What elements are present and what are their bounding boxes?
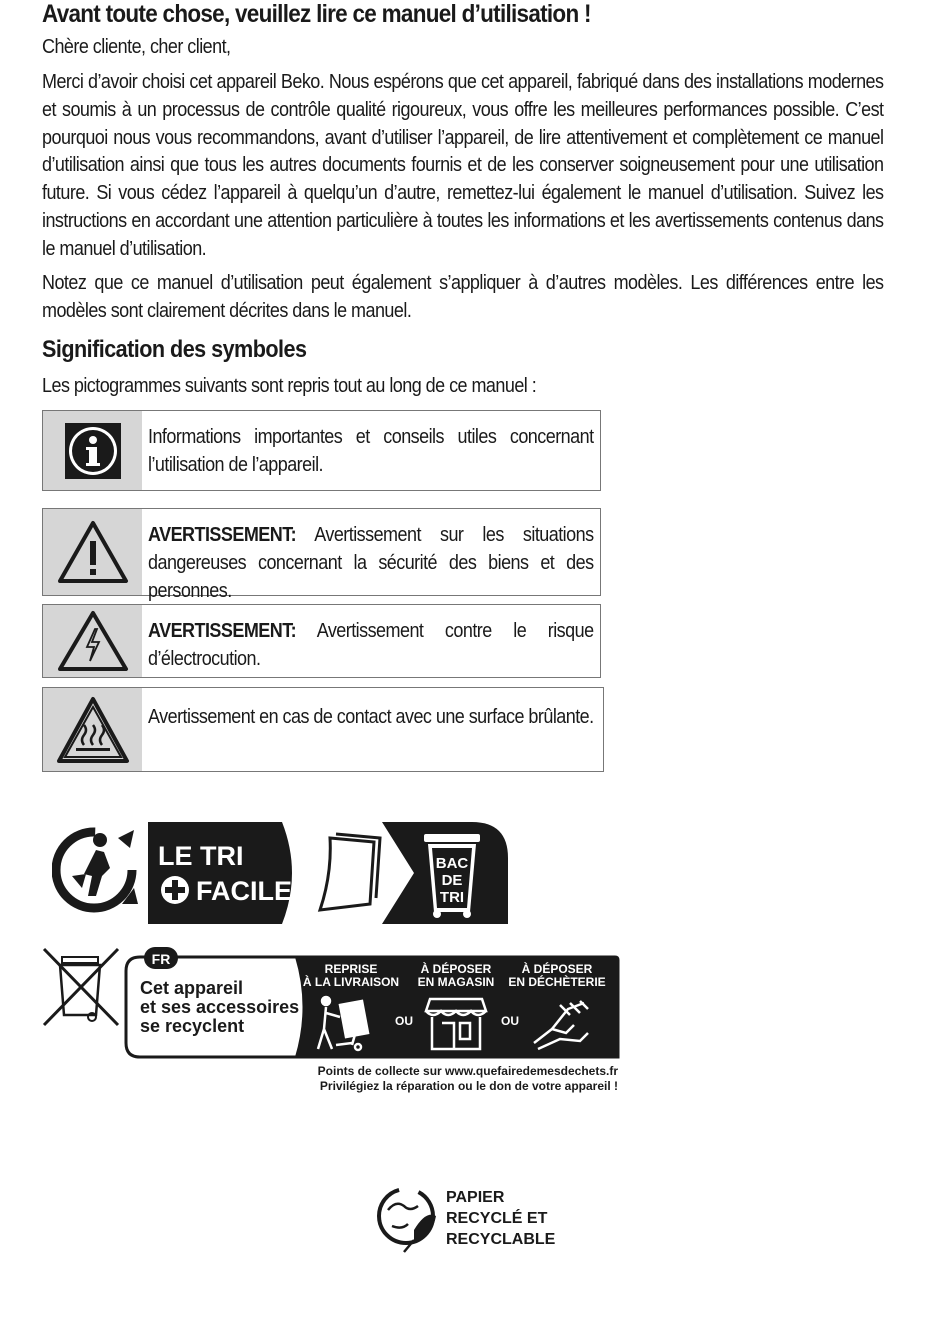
symbols-intro: Les pictogrammes suivants sont repris tout au long de ce manuel : — [42, 375, 537, 397]
symbol-warning-text: AVERTISSEMENT: Avertissement sur les situations dangereuses concernant la sécurité des biens et des personnes. — [148, 524, 594, 602]
note-paragraph: Notez que ce manuel d’utilisation peut également s’appliquer à d’autres modèles. Les différences entre les modèles sont clairement décrites dans le manuel. — [42, 272, 884, 322]
symbol-electric-text: AVERTISSEMENT: Avertissement contre le risque d’électrocution. — [148, 620, 594, 670]
recycle-title-2: et ses accessoires — [140, 997, 300, 1017]
symbol-hot-surface-text: Avertissement en cas de contact avec une surface brûlante. — [148, 706, 594, 728]
or-label-1: OU — [395, 1014, 413, 1028]
paper-recycled-logo — [374, 1180, 564, 1256]
warning-icon — [43, 509, 142, 595]
tri-line2: FACILE — [196, 876, 293, 906]
svg-text:BAC: BAC — [435, 855, 469, 872]
symbol-info-text: Informations importantes et conseils utiles concernant l’utilisation de l’appareil. — [148, 426, 594, 476]
crossed-bin-icon — [44, 949, 118, 1025]
svg-text:À DÉPOSER: À DÉPOSER — [420, 962, 492, 976]
tri-line1: LE TRI — [158, 841, 244, 871]
electric-warning-icon — [43, 605, 142, 677]
paper-line-1: PAPIER — [446, 1189, 505, 1206]
or-label-2: OU — [501, 1014, 519, 1028]
recycle-title-3: se recyclent — [140, 1016, 245, 1036]
intro-paragraph: Merci d’avoir choisi cet appareil Beko. Nous espérons que cet appareil, fabriqué dans des installations modernes et soumis à un processus de contrôle qualité rigoureux, vous offre les meilleures performances possible. C’est pourquoi nous vous recommandons, avant d’utiliser l’appareil, de lire attentivement et complètement ce manuel d’utilisation ainsi que tous les autres documents fournis et de les conserver soigneusement pour une utilisation future. Si vous cédez l’appareil à quelqu’un d’autre, remettez-lui également le manuel d’utilisation. Suivez les instructions en accordant une attention particulière à toutes les informations et les avertissements contenus dans le manuel d’utilisation. — [42, 71, 884, 260]
hot-surface-icon — [43, 688, 142, 771]
svg-text:DE: DE — [441, 872, 463, 889]
fr-badge: FR — [151, 951, 171, 967]
collection-points-text: Points de collecte sur www.quefairedemesdechets.fr — [317, 1064, 618, 1078]
symbol-row-electric — [42, 604, 601, 678]
symbol-row-info — [42, 410, 601, 491]
greeting: Chère cliente, cher client, — [42, 36, 231, 58]
info-icon — [43, 411, 142, 490]
svg-text:EN MAGASIN: EN MAGASIN — [417, 975, 495, 989]
svg-text:REPRISE: REPRISE — [324, 962, 378, 976]
globe-leaf-icon — [379, 1189, 436, 1252]
triman-logo — [52, 818, 512, 928]
svg-text:À DÉPOSER: À DÉPOSER — [521, 962, 593, 976]
symbol-row-warning — [42, 508, 601, 602]
symbol-row-hot-surface — [42, 687, 604, 772]
weee-recycling-block — [40, 945, 625, 1100]
recycle-title-1: Cet appareil — [140, 978, 244, 998]
paper-line-2: RECYCLÉ ET — [446, 1210, 548, 1227]
triman-icon — [56, 830, 138, 908]
paper-line-3: RECYCLABLE — [446, 1231, 556, 1248]
svg-text:TRI: TRI — [439, 889, 465, 906]
symbols-heading: Signification des symboles — [42, 336, 307, 363]
repair-advice-text: Privilégiez la réparation ou le don de votre appareil ! — [319, 1079, 618, 1093]
svg-text:EN DÉCHÈTERIE: EN DÉCHÈTERIE — [508, 975, 606, 989]
paper-sheets-icon — [320, 834, 380, 910]
page-title: Avant toute chose, veuillez lire ce manuel d’utilisation ! — [42, 0, 591, 28]
svg-text:À LA LIVRAISON: À LA LIVRAISON — [302, 975, 400, 989]
